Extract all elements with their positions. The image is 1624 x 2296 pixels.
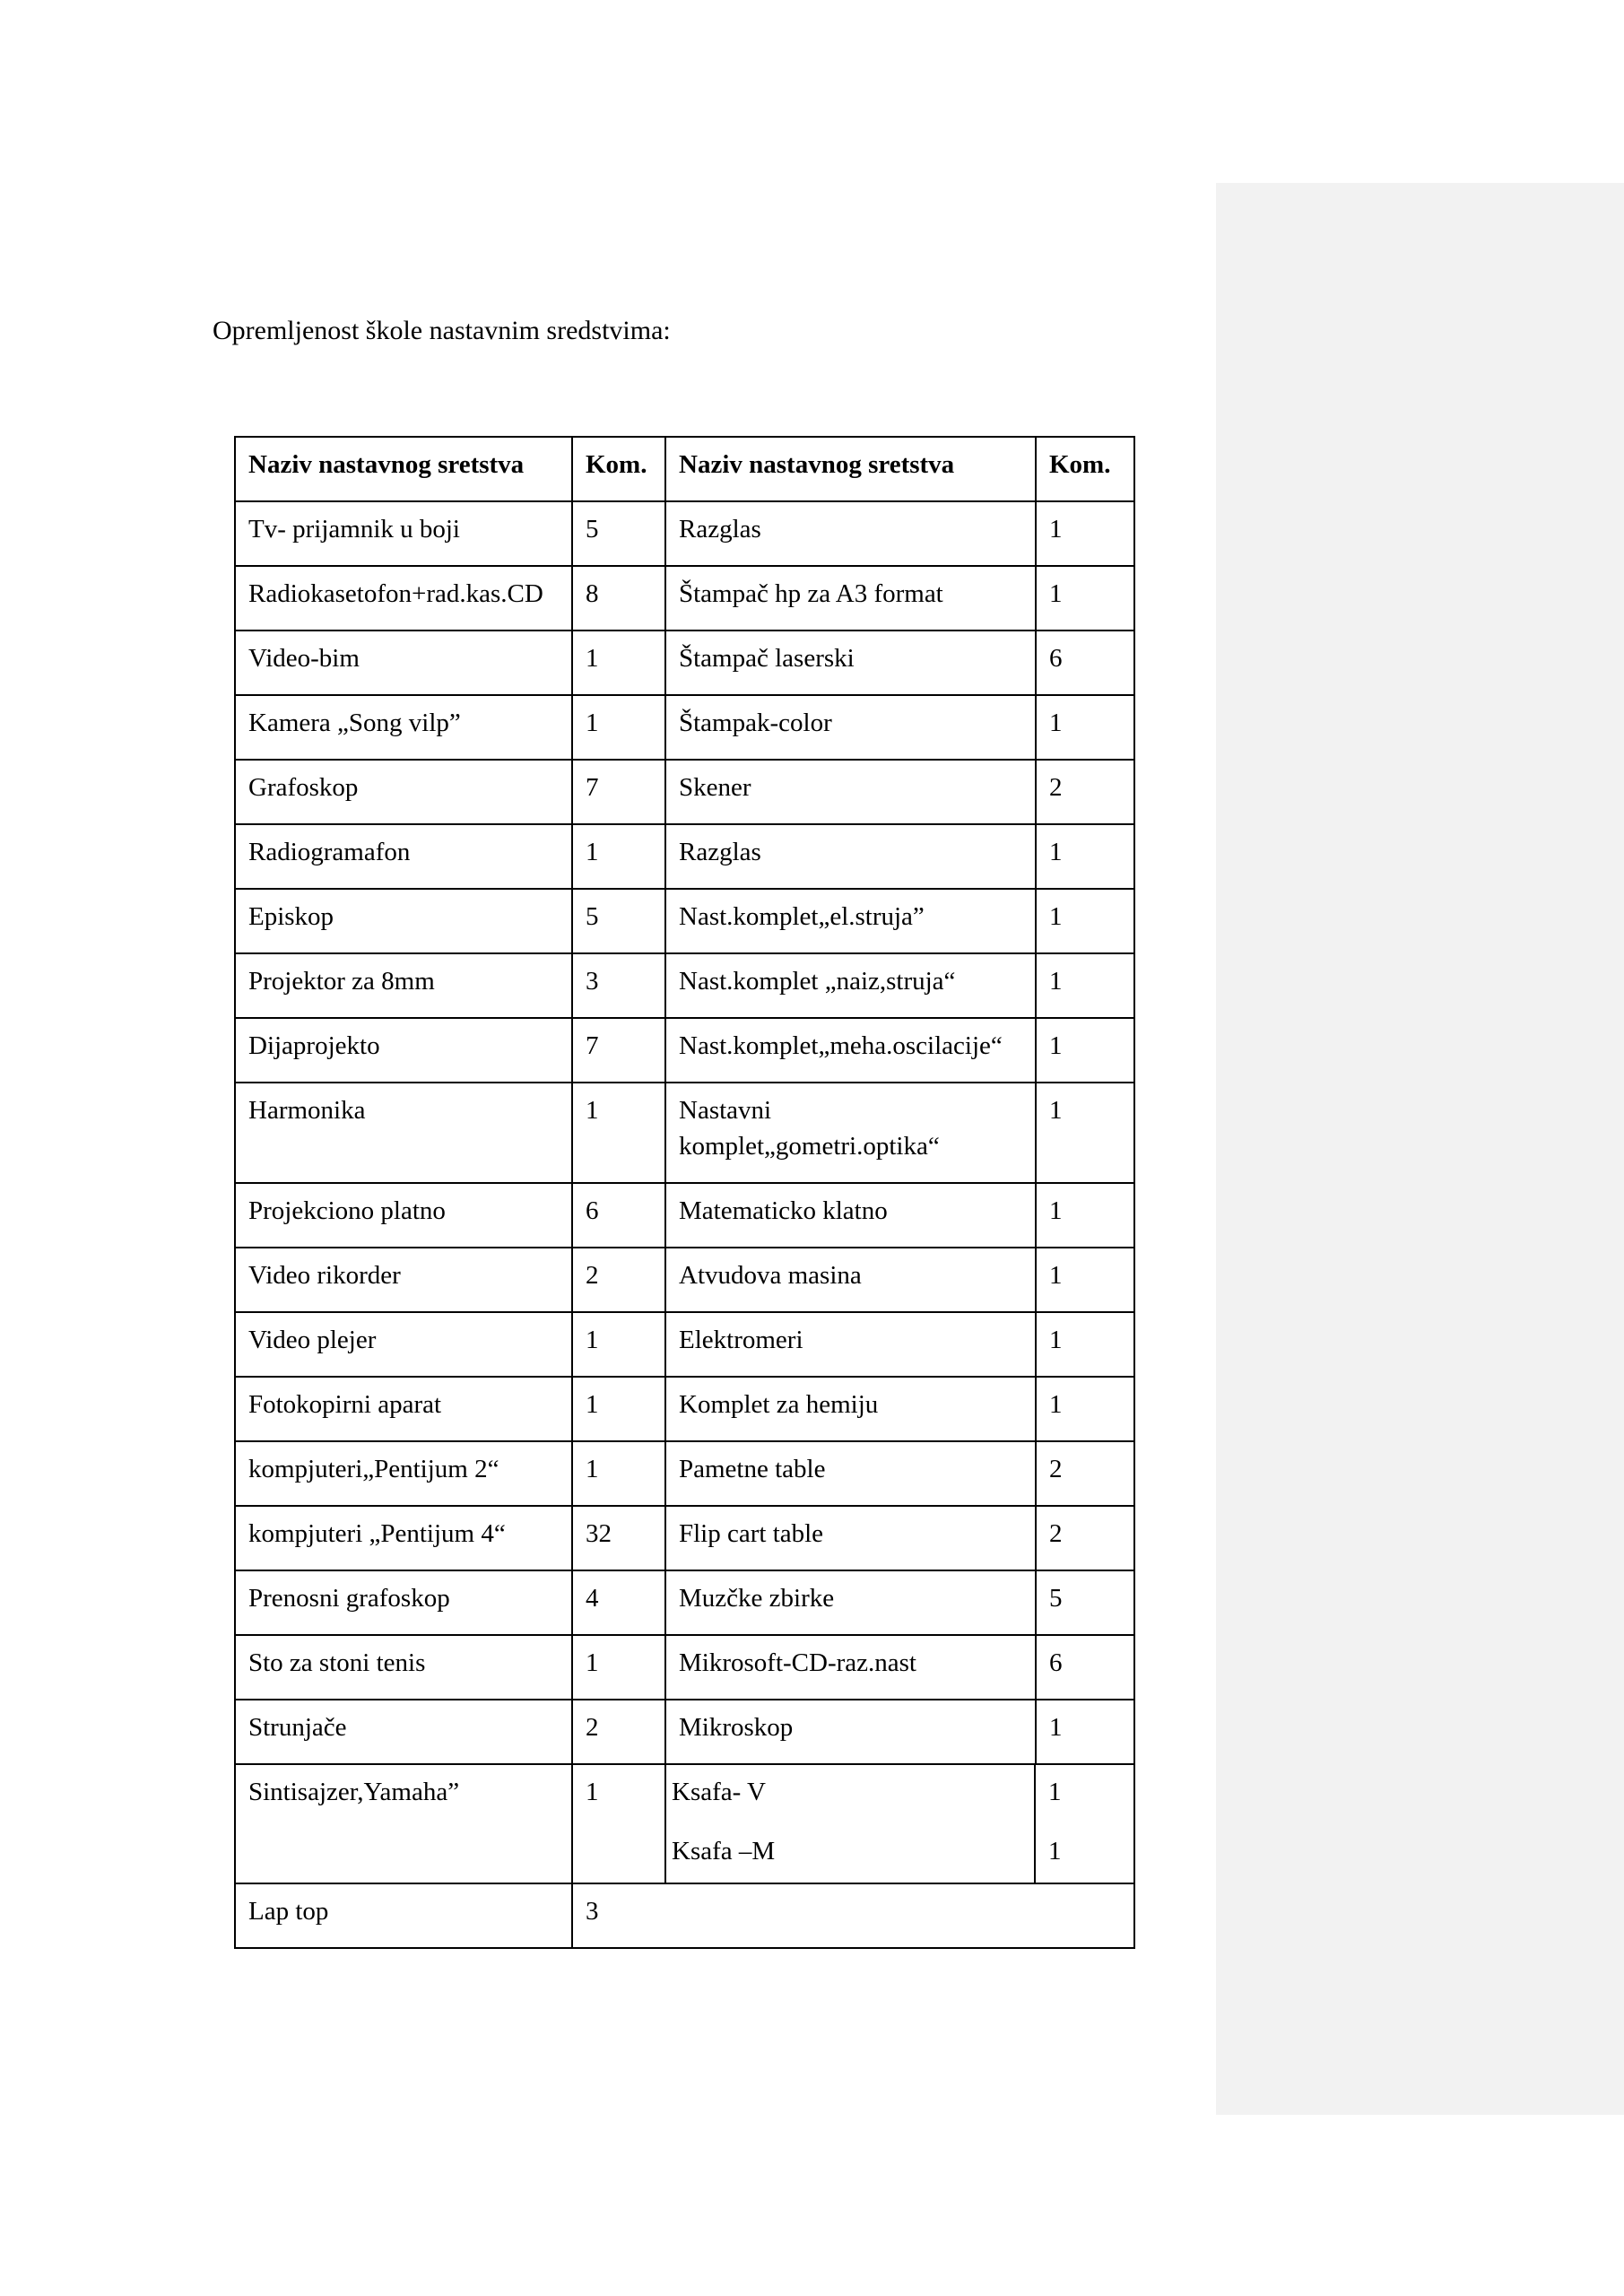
- item-name-right: Matematicko klatno: [665, 1183, 1036, 1248]
- comment-margin: [1216, 183, 1624, 2115]
- item-count-right: 1: [1036, 1018, 1134, 1083]
- item-count-left: 6: [572, 1183, 665, 1248]
- item-name-left: Video plejer: [235, 1312, 572, 1377]
- item-count-left: 5: [572, 501, 665, 566]
- item-count-right: 5: [1036, 1570, 1134, 1635]
- item-count-right: 2: [1036, 1506, 1134, 1570]
- item-count-left: 7: [572, 760, 665, 824]
- item-name-right: Komplet za hemiju: [665, 1377, 1036, 1441]
- item-count-right: 1: [1036, 824, 1134, 889]
- item-count-left: 2: [572, 1700, 665, 1764]
- item-count-right: 6: [1036, 1635, 1134, 1700]
- item-count-left: 5: [572, 889, 665, 953]
- item-count-left: 3: [572, 1883, 1134, 1948]
- table-row: [235, 1183, 1134, 1248]
- item-name-left: Projekciono platno: [235, 1183, 572, 1248]
- header-count-left: Kom.: [572, 437, 665, 501]
- item-count-right: 1: [1036, 1312, 1134, 1377]
- table-row: [235, 1018, 1134, 1083]
- header-name-left: Naziv nastavnog sretstva: [235, 437, 572, 501]
- item-name-right: Flip cart table: [665, 1506, 1036, 1570]
- item-count-left: 1: [572, 695, 665, 760]
- table-row: [235, 1570, 1134, 1635]
- table-row-ksafa: [235, 1764, 1134, 1883]
- item-name-right: Nast.komplet„meha.oscilacije“: [665, 1018, 1036, 1083]
- item-name-right: Nast.komplet „naiz,struja“: [665, 953, 1036, 1018]
- item-count-right: 1: [1036, 889, 1134, 953]
- item-name-right: Nastavni komplet„gometri.optika“: [665, 1083, 1036, 1183]
- item-name-left: Strunjače: [235, 1700, 572, 1764]
- table-row: [235, 566, 1134, 631]
- table-row: [235, 501, 1134, 566]
- table-row: [235, 953, 1134, 1018]
- table-row-last: [235, 1883, 1134, 1948]
- table-row: [235, 1441, 1134, 1506]
- item-count-right: 2: [1036, 760, 1134, 824]
- item-name-left: Projektor za 8mm: [235, 953, 572, 1018]
- item-count-left: 32: [572, 1506, 665, 1570]
- item-count-left: 1: [572, 1083, 665, 1183]
- item-count-right: 1: [1036, 1248, 1134, 1312]
- item-name-right: Mikrosoft-CD-raz.nast: [665, 1635, 1036, 1700]
- table-row: [235, 760, 1134, 824]
- item-count-left: 8: [572, 566, 665, 631]
- header-name-right: Naziv nastavnog sretstva: [665, 437, 1036, 501]
- item-name-left: Grafoskop: [235, 760, 572, 824]
- item-name-right: Nast.komplet„el.struja”: [665, 889, 1036, 953]
- ksafa-item-count: 1: [1048, 1837, 1062, 1866]
- item-count-right: 1: [1036, 695, 1134, 760]
- ksafa-cell: [665, 1764, 1134, 1883]
- item-name-right: Skener: [665, 760, 1036, 824]
- ksafa-item-count: 1: [1048, 1778, 1062, 1806]
- item-count-right: 1: [1036, 1700, 1134, 1764]
- item-count-right: 1: [1036, 1183, 1134, 1248]
- item-name-left: kompjuteri„Pentijum 2“: [235, 1441, 572, 1506]
- item-name-left: kompjuteri „Pentijum 4“: [235, 1506, 572, 1570]
- table-header-row: [235, 437, 1134, 501]
- item-name-left: Radiogramafon: [235, 824, 572, 889]
- item-name-left: Video-bim: [235, 631, 572, 695]
- item-count-left: 1: [572, 631, 665, 695]
- table-row: [235, 1635, 1134, 1700]
- table-row: [235, 889, 1134, 953]
- item-name-right: Elektromeri: [665, 1312, 1036, 1377]
- item-count-left: 4: [572, 1570, 665, 1635]
- item-count-left: 1: [572, 1635, 665, 1700]
- item-count-left: 1: [572, 1441, 665, 1506]
- item-name-right: Štampač laserski: [665, 631, 1036, 695]
- item-count-left: 1: [572, 824, 665, 889]
- item-name-left: Sto za stoni tenis: [235, 1635, 572, 1700]
- table-row: [235, 1700, 1134, 1764]
- item-name-right: Pametne table: [665, 1441, 1036, 1506]
- table-row: [235, 1377, 1134, 1441]
- item-name-left: Lap top: [235, 1883, 572, 1948]
- item-count-right: 1: [1036, 953, 1134, 1018]
- table-row: [235, 631, 1134, 695]
- item-name-right: Mikroskop: [665, 1700, 1036, 1764]
- table-row: [235, 1312, 1134, 1377]
- item-name-right: Štampač hp za A3 format: [665, 566, 1036, 631]
- table-row: [235, 1506, 1134, 1570]
- item-name-left: Sintisajzer,Yamaha”: [235, 1764, 572, 1883]
- item-count-right: 1: [1036, 1377, 1134, 1441]
- item-count-left: 1: [572, 1377, 665, 1441]
- header-count-right: Kom.: [1036, 437, 1134, 501]
- item-count-right: 1: [1036, 501, 1134, 566]
- item-count-left: 2: [572, 1248, 665, 1312]
- item-name-right: Muzčke zbirke: [665, 1570, 1036, 1635]
- table-row: [235, 824, 1134, 889]
- item-name-left: Video rikorder: [235, 1248, 572, 1312]
- table-row: [235, 1248, 1134, 1312]
- item-name-left: Tv- prijamnik u boji: [235, 501, 572, 566]
- item-count-left: 7: [572, 1018, 665, 1083]
- item-name-right: Atvudova masina: [665, 1248, 1036, 1312]
- table-row: [235, 1083, 1134, 1183]
- item-count-left: 1: [572, 1764, 665, 1883]
- item-name-right: Štampak-color: [665, 695, 1036, 760]
- item-count-right: 1: [1036, 1083, 1134, 1183]
- item-count-right: 2: [1036, 1441, 1134, 1506]
- item-count-right: 1: [1036, 566, 1134, 631]
- item-name-left: Dijaprojekto: [235, 1018, 572, 1083]
- item-name-left: Kamera „Song vilp”: [235, 695, 572, 760]
- item-name-left: Radiokasetofon+rad.kas.CD: [235, 566, 572, 631]
- item-name-left: Episkop: [235, 889, 572, 953]
- item-name-left: Prenosni grafoskop: [235, 1570, 572, 1635]
- equipment-table: [234, 436, 1135, 1949]
- item-name-right: Razglas: [665, 824, 1036, 889]
- item-name-left: Fotokopirni aparat: [235, 1377, 572, 1441]
- item-name-right: Razglas: [665, 501, 1036, 566]
- ksafa-item-name: Ksafa- V: [672, 1778, 766, 1806]
- item-count-left: 3: [572, 953, 665, 1018]
- page-heading: Opremljenost škole nastavnim sredstvima:: [213, 316, 671, 345]
- ksafa-item-name: Ksafa –M: [672, 1837, 776, 1866]
- item-count-left: 1: [572, 1312, 665, 1377]
- table-row: [235, 695, 1134, 760]
- item-name-left: Harmonika: [235, 1083, 572, 1183]
- item-count-right: 6: [1036, 631, 1134, 695]
